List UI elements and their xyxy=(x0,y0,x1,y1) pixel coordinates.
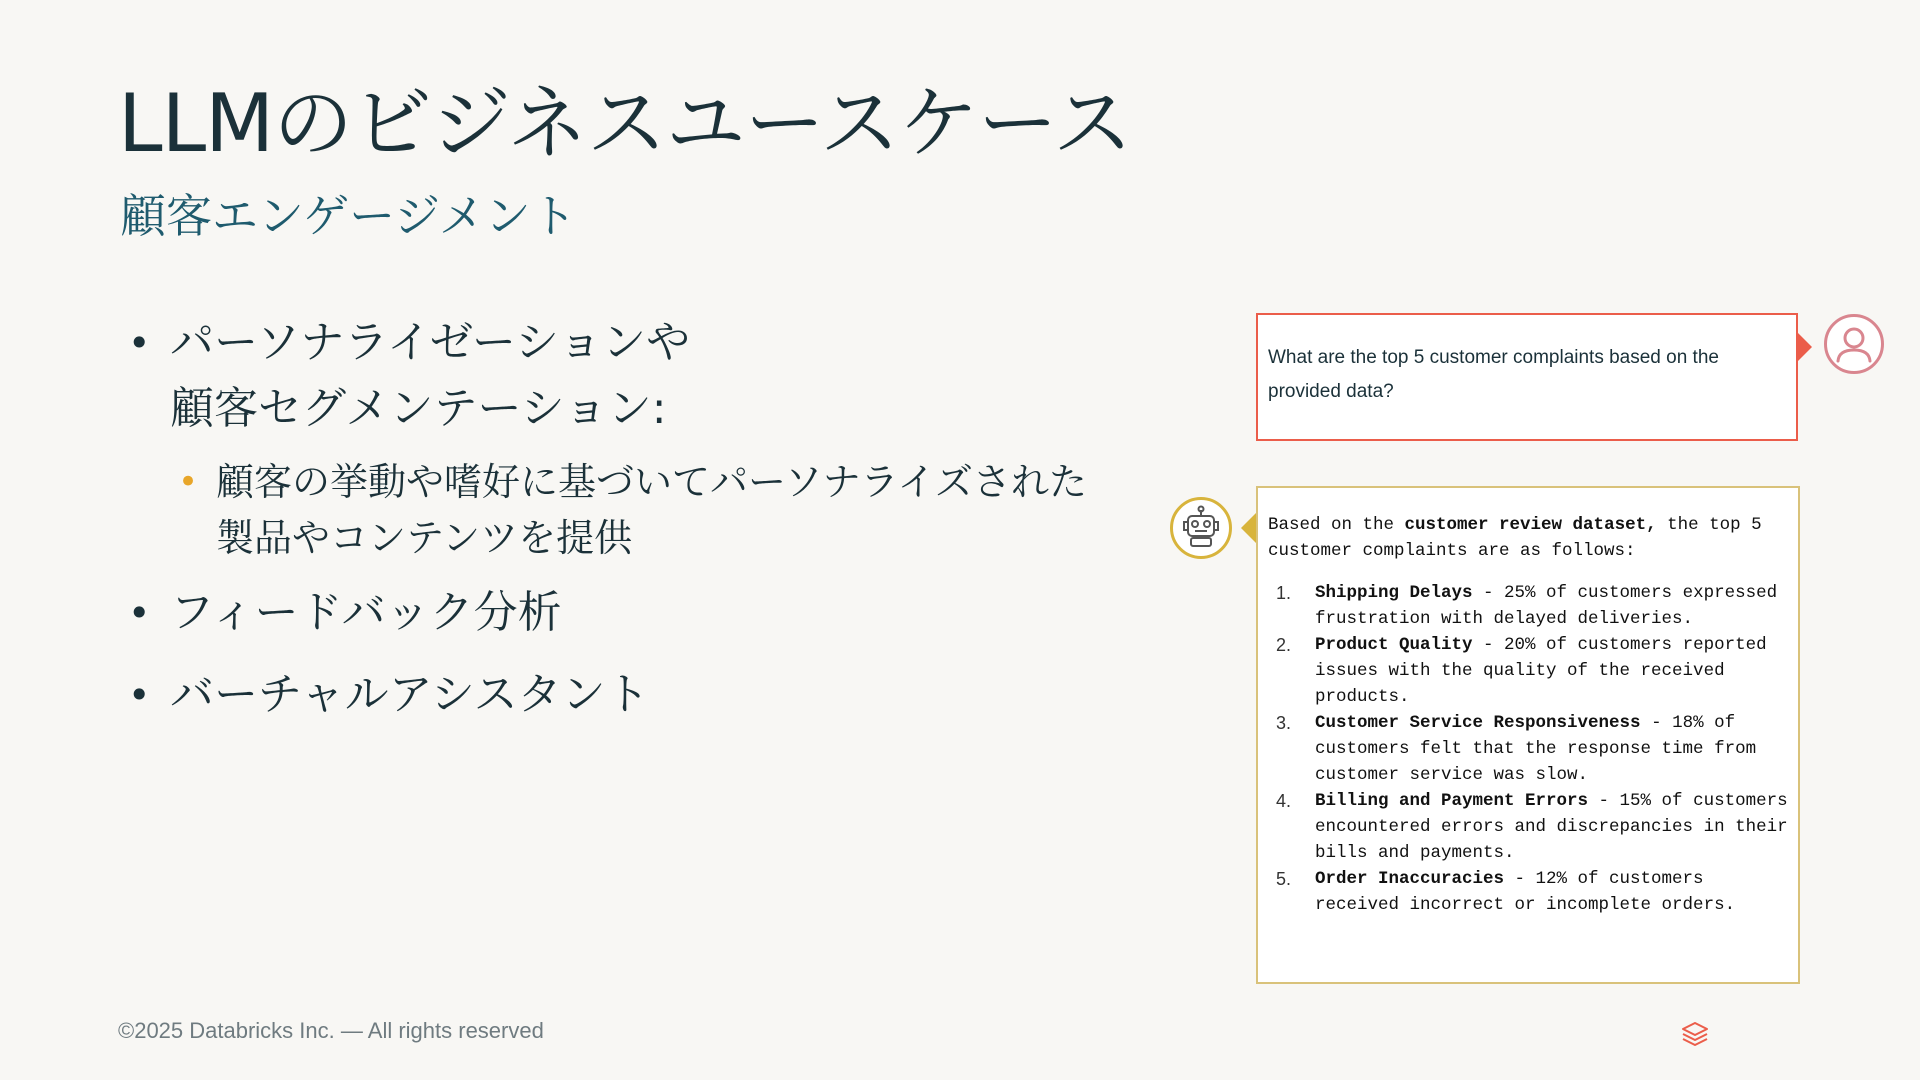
complaint-text: - 12% of customers received incorrect or incomplete orders. xyxy=(1315,869,1736,915)
question-bubble-pointer xyxy=(1798,333,1812,361)
bullet-feedback-analysis xyxy=(120,580,1120,646)
footer-copyright: ©2025 Databricks Inc. — All rights reserved xyxy=(118,1018,544,1043)
answer-bubble-pointer xyxy=(1241,512,1257,544)
bullet-marker: • xyxy=(128,321,151,365)
sub-bullet-personalized-content xyxy=(120,454,1120,566)
complaint-text: - 18% of customers felt that the response time from customer service was slow. xyxy=(1315,713,1757,785)
complaint-item xyxy=(1268,788,1788,866)
answer-intro xyxy=(1268,512,1788,564)
databricks-logo-icon xyxy=(1680,1020,1710,1050)
complaint-title: Product Quality xyxy=(1315,635,1473,655)
answer-intro-text: Based on the xyxy=(1268,515,1405,535)
bullet-marker: • xyxy=(128,591,151,635)
user-icon xyxy=(1824,314,1884,374)
answer-intro-text: the top 5 customer complaints are as follows: xyxy=(1268,515,1762,561)
bullet-virtual-assistant xyxy=(120,662,1120,728)
complaint-text: - 15% of customers encountered errors and discrepancies in their bills and payments. xyxy=(1315,791,1788,863)
complaint-item xyxy=(1268,866,1788,918)
bullet-personalization xyxy=(120,310,1120,442)
complaints-list xyxy=(1268,580,1788,918)
bullet-marker: • xyxy=(128,673,151,717)
sub-bullet-text-line: 製品やコンテンツを提供 xyxy=(216,516,633,560)
complaint-text: - 20% of customers reported issues with the quality of the received products. xyxy=(1315,635,1767,707)
answer-intro-bold: customer review dataset, xyxy=(1404,515,1657,535)
complaint-title: Customer Service Responsiveness xyxy=(1315,713,1641,733)
sub-bullet-text-line: 顧客の挙動や嗜好に基づいてパーソナライズされた xyxy=(216,460,1087,504)
question-bubble xyxy=(1256,313,1798,441)
complaint-title: Billing and Payment Errors xyxy=(1315,791,1589,811)
complaint-title: Shipping Delays xyxy=(1315,583,1473,603)
bullet-text-line: 顧客セグメンテーション: xyxy=(170,383,667,434)
complaint-number: 3. xyxy=(1276,713,1292,733)
complaint-number: 5. xyxy=(1276,869,1292,889)
bullet-list xyxy=(120,310,1120,728)
question-text: What are the top 5 customer complaints based on the provided data? xyxy=(1268,347,1719,402)
complaint-item xyxy=(1268,580,1788,632)
answer-bubble xyxy=(1256,486,1800,984)
complaint-number: 1. xyxy=(1276,583,1292,603)
complaint-number: 4. xyxy=(1276,791,1292,811)
bullet-text: バーチャルアシスタント xyxy=(170,669,650,720)
robot-icon xyxy=(1170,497,1232,559)
complaint-item xyxy=(1268,632,1788,710)
slide-title: LLMのビジネスユースケース xyxy=(118,77,1132,170)
sub-bullet-marker: • xyxy=(178,462,199,502)
slide-subtitle: 顧客エンゲージメント xyxy=(120,189,577,243)
complaint-number: 2. xyxy=(1276,635,1292,655)
complaint-text: - 25% of customers expressed frustration with delayed deliveries. xyxy=(1315,583,1778,629)
bullet-text: フィードバック分析 xyxy=(170,587,562,638)
complaint-item xyxy=(1268,710,1788,788)
bullet-text-line: パーソナライゼーションや xyxy=(170,317,691,368)
complaint-title: Order Inaccuracies xyxy=(1315,869,1505,889)
